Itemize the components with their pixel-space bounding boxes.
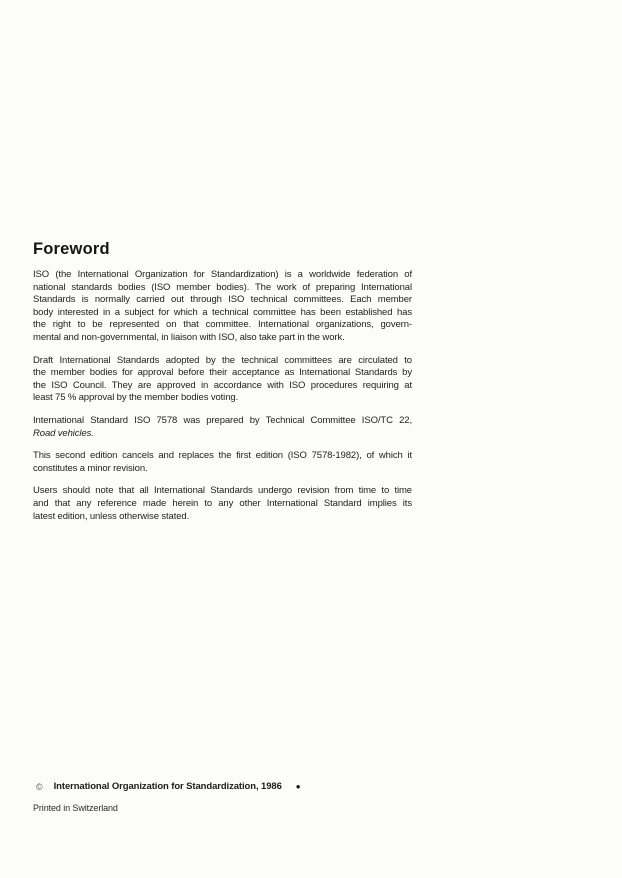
- text-line: This second edition cancels and replaces the first edition (ISO 7578-1982), of which it: [33, 450, 412, 462]
- bullet-icon: ●: [295, 782, 301, 791]
- text-line: Users should note that all International Standards undergo revision from time to time: [33, 485, 412, 497]
- text-line: least 75 % approval by the member bodies voting.: [33, 392, 239, 404]
- text-line: and that any reference made herein to any other International Standard implies its: [33, 497, 412, 509]
- copyright-text: International Organization for Standardization, 1986: [53, 781, 282, 792]
- paragraph-second-edition: [33, 450, 412, 475]
- paragraph-revision-note: [33, 485, 412, 523]
- paragraph-technical-committee: [33, 415, 412, 440]
- text-line: national standards bodies (ISO member bodies). The work of preparing International: [33, 281, 412, 293]
- text-line: constitutes a minor revision.: [33, 462, 148, 474]
- paragraph-iso-federation: [33, 269, 412, 345]
- text-line: the right to be represented on that committee. International organizations, govern-: [33, 319, 412, 331]
- foreword-section: [33, 241, 412, 533]
- copyright-line: [36, 781, 301, 793]
- foreword-heading: Foreword: [33, 240, 110, 258]
- text-line: latest edition, unless otherwise stated.: [33, 510, 190, 522]
- copyright-icon: ©: [36, 782, 43, 792]
- text-line: the member bodies for approval before their acceptance as International Standards by: [33, 367, 412, 379]
- text-line: the ISO Council. They are approved in accordance with ISO procedures requiring at: [33, 379, 412, 391]
- text-line: mental and non-governmental, in liaison with ISO, also take part in the work.: [33, 331, 345, 343]
- text-line: Draft International Standards adopted by the technical committees are circulated to: [33, 354, 412, 366]
- text-line: body interested in a subject for which a technical committee has been established has: [33, 306, 412, 318]
- text-line-italic: Road vehicles.: [33, 427, 94, 439]
- text-line: International Standard ISO 7578 was prepared by Technical Committee ISO/TC 22,: [33, 414, 412, 426]
- paragraph-draft-standards: [33, 355, 412, 405]
- text-line: Standards is normally carried out through ISO technical committees. Each member: [33, 294, 412, 306]
- text-line: ISO (the International Organization for Standardization) is a worldwide federation of: [33, 269, 412, 280]
- printed-in-text: Printed in Switzerland: [33, 803, 118, 813]
